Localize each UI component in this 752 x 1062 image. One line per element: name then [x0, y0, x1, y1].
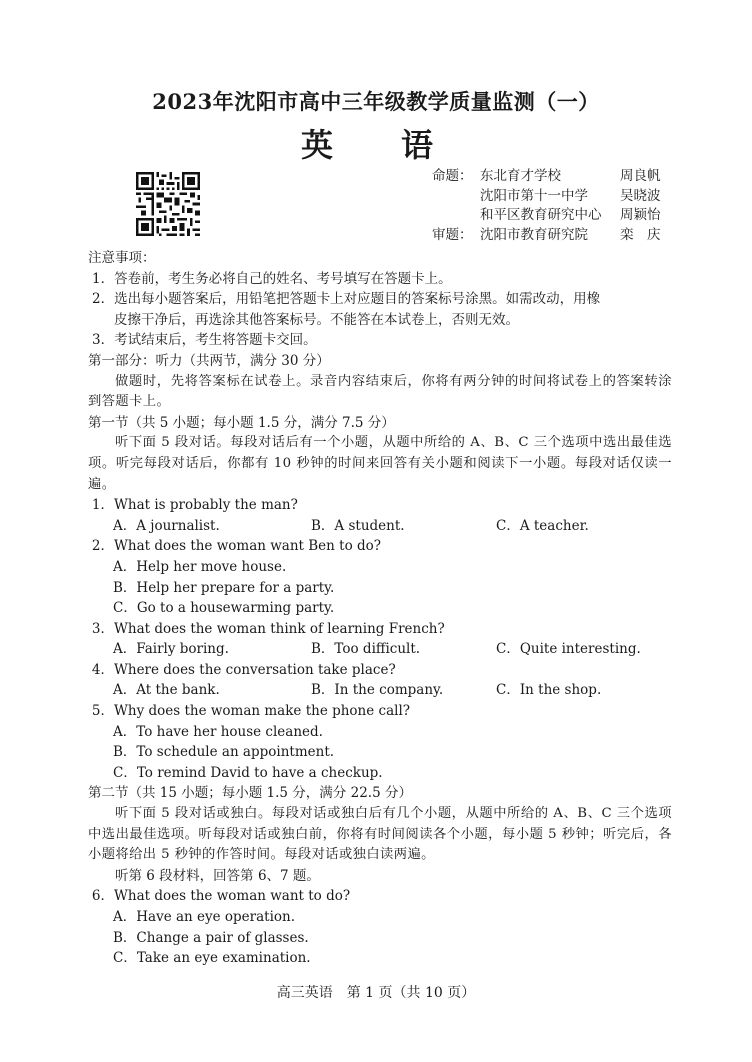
page-footer: 高三英语 第 1 页（共 10 页） — [276, 985, 476, 1001]
notice-item: 2．选出每小题答案后，用铅笔把答题卡上对应题目的答案标号涂黑。如需改动，用橡 — [92, 291, 601, 308]
author-org: 沈阳市教育研究院 — [480, 226, 588, 243]
author-row — [432, 187, 661, 207]
question-text: What is probably the man? — [114, 497, 298, 514]
subject-title: 英 语 — [300, 126, 451, 164]
option-a: A．Fairly boring. — [113, 641, 229, 658]
option-c: C．Quite interesting. — [496, 641, 641, 658]
option-a: A．At the bank. — [113, 682, 220, 699]
notice-heading: 注意事项： — [88, 250, 156, 266]
question-number: 2． — [91, 538, 114, 555]
question-text: Why does the woman make the phone call? — [114, 703, 411, 720]
option-a: A．A journalist. — [113, 517, 220, 534]
option-c: C．Go to a housewarming party. — [113, 600, 335, 617]
question-text: What does the woman want Ben to do? — [114, 538, 381, 555]
question-text: Where does the conversation take place? — [114, 661, 396, 678]
notice-item: 3．考试结束后，考生将答题卡交回。 — [92, 332, 317, 349]
author-label: 命题： — [432, 168, 473, 184]
author-label — [432, 206, 480, 226]
author-row — [432, 226, 661, 246]
question-text: What does the woman think of learning French? — [114, 620, 445, 637]
question-number: 4． — [91, 661, 114, 678]
question-number: 5． — [91, 703, 114, 720]
option-a: A．Help her move house. — [113, 558, 287, 575]
author-person: 周颖怡 — [620, 207, 661, 223]
option-row — [88, 680, 672, 701]
question-number: 3． — [91, 620, 114, 637]
section1-heading: 第一节（共 5 小题；每小题 1.5 分，满分 7.5 分） — [88, 414, 395, 431]
author-label: 审题： — [432, 226, 473, 243]
section1-intro: 听下面 5 段对话。每段对话后有一个小题，从题中所给的 A、B、C 三个选项中选出最佳选项。听完每段对话后，你都有 10 秒钟的时间来回答有关小题和阅读下一小题。每段对话仅读一遍。 — [88, 435, 672, 492]
option-a: A．Have an eye operation. — [113, 909, 296, 925]
section2-intro: 听下面 5 段对话或独白。每段对话或独白后有几个小题，从题中所给的 A、B、C 三个选项中选出最佳选项。听每段对话或独白前，你将有时间阅读各个小题，每小题 5 秒钟；听完后，各小题将给出 5 秒钟的作答时间。每段对话或独白读两遍。 — [88, 806, 672, 863]
option-b: B．Change a pair of glasses. — [113, 929, 309, 946]
option-c: C．Take an eye examination. — [113, 950, 311, 967]
author-credits — [432, 167, 661, 245]
question-item — [88, 701, 672, 722]
author-person: 吴晓波 — [620, 187, 661, 204]
option-c: C．To remind David to have a checkup. — [113, 764, 383, 781]
option-c: C．In the shop. — [496, 682, 602, 699]
author-org: 沈阳市第十一中学 — [480, 187, 588, 204]
part1-intro: 做题时，先将答案标在试卷上。录音内容结束后，你将有两分钟的时间将试卷上的答案转涂到答题卡上。 — [88, 373, 672, 410]
option-b: B．In the company. — [311, 682, 444, 699]
option-row — [88, 639, 672, 660]
option-c: C．A teacher. — [496, 517, 589, 534]
author-label — [432, 187, 480, 207]
question-item — [88, 495, 672, 516]
question-item — [88, 886, 672, 907]
section2-heading: 第二节（共 15 小题；每小题 1.5 分，满分 22.5 分） — [88, 785, 412, 802]
exam-body — [88, 248, 672, 969]
question-number: 6． — [91, 888, 114, 905]
option-b: B．To schedule an appointment. — [113, 744, 335, 761]
option-row — [88, 516, 672, 537]
author-person: 周良帆 — [620, 168, 661, 184]
author-row — [432, 206, 661, 226]
question-item — [88, 619, 672, 640]
option-a: A．To have her house cleaned. — [113, 723, 323, 740]
author-person: 栾 庆 — [620, 226, 661, 243]
exam-title: 2023年沈阳市高中三年级教学质量监测（一） — [152, 89, 600, 114]
author-org: 东北育才学校 — [480, 168, 561, 184]
question-item — [88, 660, 672, 681]
option-b: B．A student. — [311, 517, 405, 534]
question-item — [88, 536, 672, 557]
qr-code-icon — [136, 172, 200, 236]
author-org: 和平区教育研究中心 — [480, 207, 602, 223]
option-b: B．Too difficult. — [311, 641, 421, 658]
notice-item: 1．答卷前，考生务必将自己的姓名、考号填写在答题卡上。 — [92, 270, 452, 287]
question-number: 1． — [91, 497, 114, 514]
notice-item-continued: 皮擦干净后，再选涂其他答案标号。不能答在本试卷上，否则无效。 — [114, 311, 519, 328]
author-row — [432, 167, 661, 187]
question-text: What does the woman want to do? — [114, 888, 351, 905]
section2-material: 听第 6 段材料，回答第 6、7 题。 — [115, 867, 320, 884]
part1-heading: 第一部分：听力（共两节，满分 30 分） — [88, 352, 330, 369]
option-b: B．Help her prepare for a party. — [113, 579, 335, 596]
